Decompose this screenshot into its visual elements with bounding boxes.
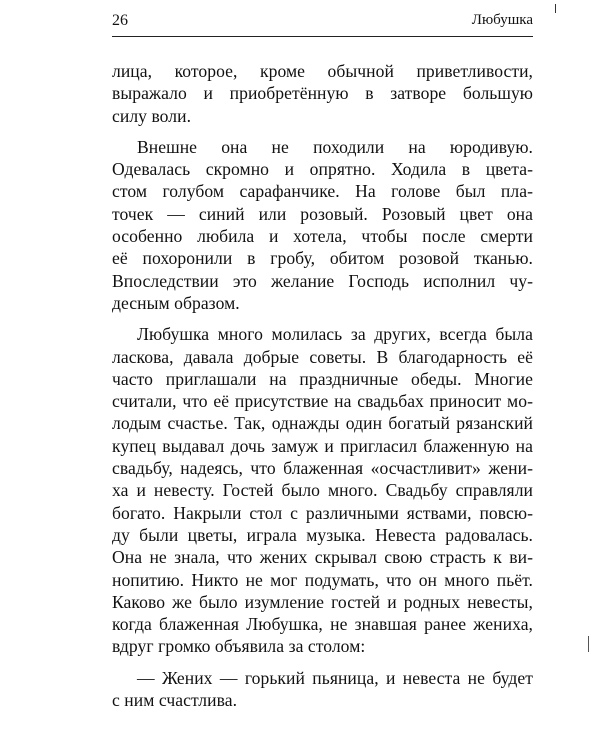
text-line: выражало и приобретённую в затворе большую — [112, 83, 533, 104]
text-line: лица, которое, кроме обычной приветливости, — [112, 61, 533, 81]
text-line: стом голубом сарафанчике. На голове был пла- — [112, 181, 533, 202]
text-line: часто приглашали на праздничные обеды. Многие — [112, 368, 533, 389]
text-line: Одевалась скромно и опрятно. Ходила в цвета- — [112, 159, 533, 180]
text-line: ду были цветы, играла музыка. Невеста радовалась. — [112, 524, 533, 545]
text-line: ха и невесту. Гостей было много. Свадьбу справляли — [112, 480, 533, 501]
margin-mark — [588, 636, 589, 652]
text-line: Она не знала, что жених скрывал свою страсть к ви- — [112, 547, 533, 568]
text-line: с ним счастлива. — [112, 690, 238, 711]
paragraph — [112, 667, 533, 712]
text-line: особенно любила и хотела, чтобы после смерти — [112, 226, 533, 247]
text-line: — Жених — горький пьяница, и невеста не будет — [137, 667, 533, 688]
text-line: десным образом. — [112, 292, 240, 313]
text-line: свадьбу, надеясь, что блаженная «осчастливит» жени- — [112, 458, 533, 479]
text-line: лодым счастье. Так, однажды один богатый рязанский — [112, 413, 533, 434]
text-line: силу воли. — [112, 105, 192, 126]
text-line: Любушка много молилась за других, всегда была — [137, 324, 533, 345]
text-line: вдруг громко объявила за столом: — [112, 636, 366, 657]
text-line: богато. Накрыли стол с различными яствами, повсю- — [112, 502, 533, 523]
text-line: купец выдавал дочь замуж и пригласил блаженную на — [112, 435, 533, 456]
text-line: точек — синий или розовый. Розовый цвет она — [112, 203, 533, 224]
text-line: Внешне она не походили на юродивую. — [137, 136, 533, 157]
paragraph — [112, 323, 533, 657]
text-line: когда блаженная Любушка, не знавшая ранее жениха, — [112, 614, 533, 635]
header-rule — [112, 36, 533, 37]
crop-mark — [555, 4, 556, 13]
text-line: нопитию. Никто не мог подумать, что он много пьёт. — [112, 569, 533, 590]
running-title: Любушка — [471, 12, 533, 28]
paragraph — [112, 136, 533, 314]
body-text — [112, 60, 533, 711]
page-number: 26 — [112, 12, 128, 29]
running-head — [112, 10, 533, 36]
text-line: ласкова, давала добрые советы. В благодарность её — [112, 346, 533, 367]
text-line: считали, что её присутствие на свадьбах приносит мо- — [112, 391, 533, 412]
text-line: Впоследствии это желание Господь исполнил чу- — [112, 270, 533, 291]
text-line: Каково же было изумление гостей и родных невесты, — [112, 591, 533, 612]
text-line: её похоронили в гробу, обитом розовой тканью. — [112, 248, 533, 269]
paragraph — [112, 60, 533, 127]
